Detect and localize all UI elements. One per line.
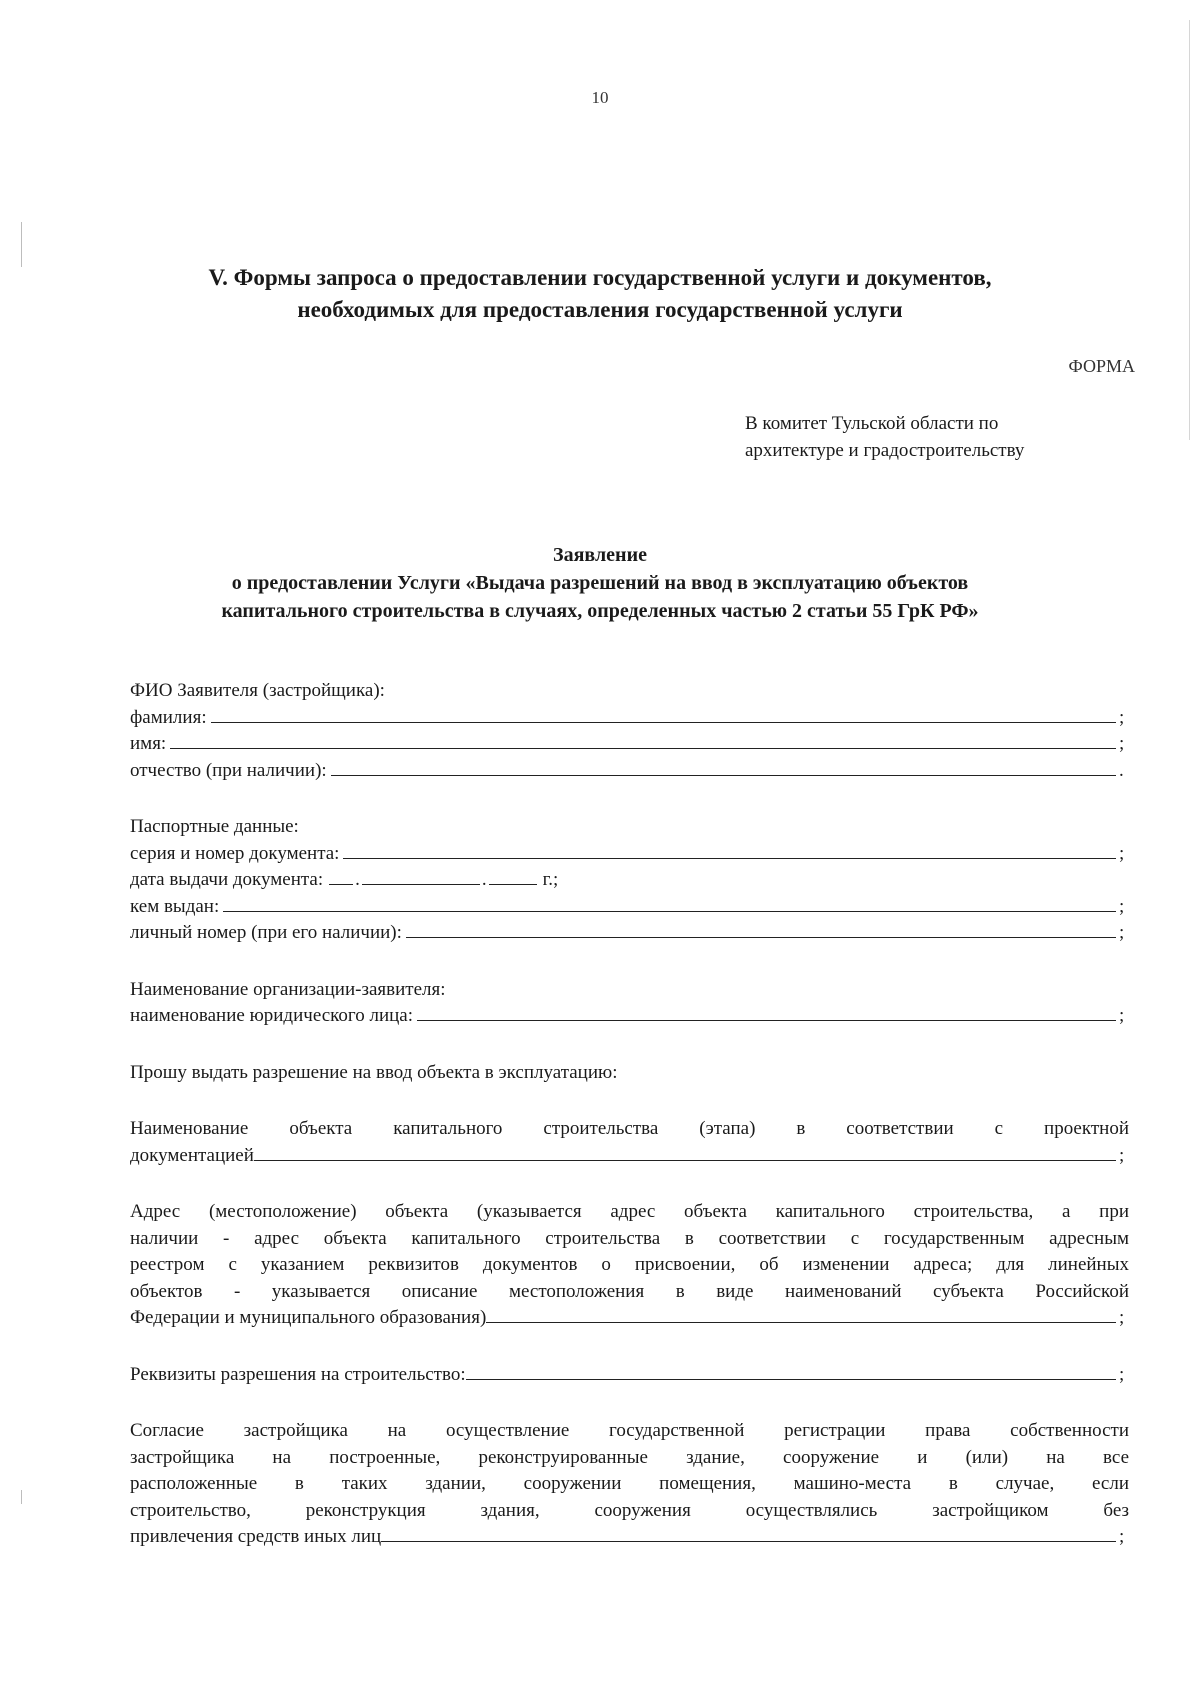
statement-subtitle-line: о предоставлении Услуги «Выдача разрешений на ввод в эксплуатацию объектов	[231, 572, 969, 594]
consent-text-line: строительство, реконструкция здания, сооружения осуществлялись застройщиком без	[130, 1499, 1129, 1521]
personal-number-row	[130, 920, 1129, 947]
address-field[interactable]	[486, 1305, 1116, 1323]
passport-heading	[130, 814, 1129, 841]
form-content	[130, 678, 1129, 1551]
addressee-line: архитектуре и градостроительству	[745, 440, 1025, 461]
address-label: Федерации и муниципального образования)	[130, 1307, 487, 1328]
address-text-line: Адрес (местоположение) объекта (указывается адрес объекта капитального строительства, а при	[130, 1201, 1129, 1222]
issued-by-field[interactable]	[223, 894, 1116, 912]
passport-date-year-field[interactable]	[489, 867, 537, 885]
consent-field[interactable]	[381, 1524, 1116, 1542]
line-end-punct: ;	[1119, 706, 1125, 728]
object-name-row	[130, 1143, 1129, 1170]
scan-artifact-mark	[21, 1490, 22, 1504]
personal-number-label: личный номер (при его наличии):	[130, 922, 402, 943]
name-row	[130, 731, 1129, 758]
object-name-line: Наименование объекта капитального строительства (этапа) в соответствии с проектной	[130, 1118, 1129, 1139]
line-end-punct: ;	[1119, 895, 1125, 917]
address-text-line: объектов - указывается описание местоположения в виде наименований субъекта Российской	[130, 1280, 1129, 1302]
line-end-punct: ;	[1119, 1005, 1125, 1026]
surname-row	[130, 705, 1129, 732]
surname-label: фамилия:	[130, 706, 207, 728]
legal-name-field[interactable]	[417, 1003, 1116, 1021]
line-end-punct: .	[1119, 759, 1124, 781]
patronymic-field[interactable]	[331, 758, 1116, 776]
name-field[interactable]	[170, 731, 1116, 749]
permit-field[interactable]	[466, 1362, 1116, 1380]
organization-heading-text: Наименование организации-заявителя:	[130, 978, 446, 1000]
object-name-field[interactable]	[254, 1143, 1116, 1161]
statement-subtitle-line: капитального строительства в случаях, определенных частью 2 статьи 55 ГрК РФ»	[221, 600, 979, 622]
section-title	[60, 262, 1140, 326]
passport-series-label: серия и номер документа:	[130, 842, 340, 864]
passport-date-label: дата выдачи документа:	[130, 869, 324, 890]
addressee-line: В комитет Тульской области по	[745, 413, 999, 434]
year-suffix: г.;	[542, 869, 559, 890]
passport-date-row	[130, 867, 1129, 894]
consent-text-line: расположенные в таких здании, сооружении помещения, машино-места в случае, если	[130, 1473, 1129, 1494]
personal-number-field[interactable]	[406, 920, 1116, 938]
address-text-line: реестром с указанием реквизитов документов о присвоении, об изменении адреса; для линейных	[130, 1254, 1129, 1275]
legal-name-label: наименование юридического лица:	[130, 1005, 414, 1026]
passport-date-day-field[interactable]	[329, 867, 353, 885]
form-label: ФОРМА	[1068, 356, 1135, 376]
organization-heading	[130, 977, 1129, 1004]
line-end-punct: ;	[1119, 1144, 1125, 1166]
date-separator: .	[481, 869, 487, 890]
statement-title	[100, 541, 1100, 625]
scan-artifact-mark	[21, 222, 22, 267]
section-title-line: необходимых для предоставления государственной услуги	[297, 297, 903, 322]
scan-artifact-mark	[1189, 20, 1190, 440]
issued-by-label: кем выдан:	[130, 895, 220, 917]
issued-by-row	[130, 894, 1129, 921]
line-end-punct: ;	[1119, 1363, 1125, 1385]
request-text: Прошу выдать разрешение на ввод объекта в эксплуатацию:	[130, 1061, 618, 1083]
name-label: имя:	[130, 733, 167, 754]
passport-heading-text: Паспортные данные:	[130, 816, 299, 837]
consent-text-line: Согласие застройщика на осуществление государственной регистрации права собственности	[130, 1420, 1129, 1441]
consent-label: привлечения средств иных лиц	[130, 1526, 382, 1547]
consent-row	[130, 1524, 1129, 1551]
patronymic-label: отчество (при наличии):	[130, 759, 327, 781]
object-name-label: документацией	[130, 1144, 254, 1166]
line-end-punct: ;	[1119, 1526, 1125, 1547]
passport-series-row	[130, 841, 1129, 868]
statement-heading: Заявление	[553, 544, 647, 566]
section-title-line: V. Формы запроса о предоставлении государственной услуги и документов,	[208, 265, 992, 290]
passport-series-field[interactable]	[343, 841, 1116, 859]
page-number: 10	[591, 88, 609, 107]
line-end-punct: ;	[1119, 733, 1125, 754]
applicant-heading	[130, 678, 1129, 705]
permit-label: Реквизиты разрешения на строительство:	[130, 1363, 466, 1385]
request-text-row	[130, 1060, 1129, 1087]
line-end-punct: ;	[1119, 922, 1125, 943]
surname-field[interactable]	[211, 705, 1116, 723]
date-separator: .	[355, 869, 360, 890]
patronymic-row	[130, 758, 1129, 785]
passport-date-month-field[interactable]	[362, 867, 480, 885]
address-text-line: наличии - адрес объекта капитального строительства в соответствии с государственным адресным	[130, 1227, 1129, 1249]
applicant-heading-text: ФИО Заявителя (застройщика):	[130, 680, 385, 701]
line-end-punct: ;	[1119, 1307, 1125, 1328]
consent-text-line: застройщика на построенные, реконструированные здание, сооружение и (или) на все	[130, 1446, 1129, 1468]
permit-row	[130, 1362, 1129, 1389]
addressee-block	[745, 410, 1145, 464]
address-row	[130, 1305, 1129, 1332]
line-end-punct: ;	[1119, 842, 1125, 864]
legal-name-row	[130, 1003, 1129, 1030]
